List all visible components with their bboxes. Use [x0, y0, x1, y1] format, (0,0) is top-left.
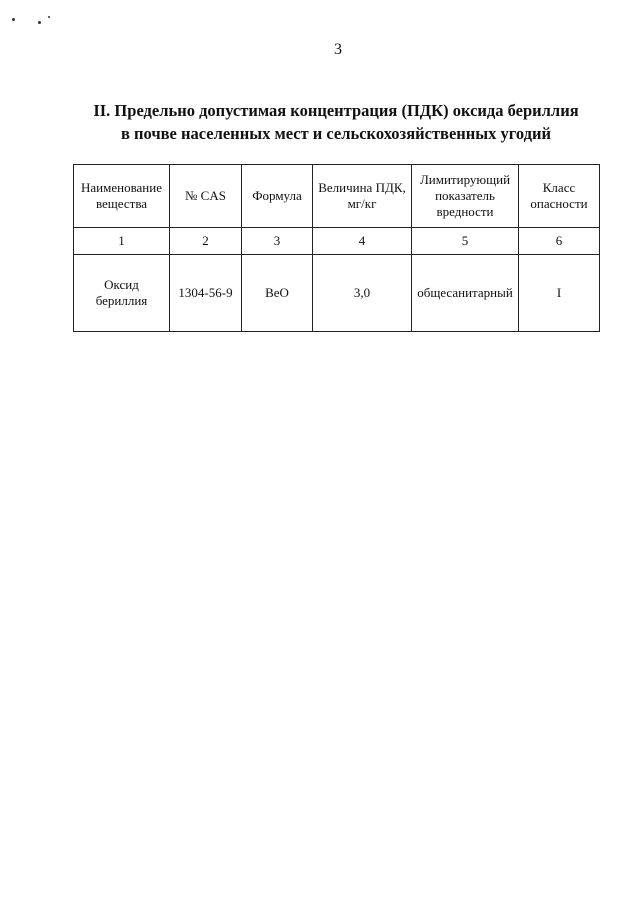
cell-hazard-class: I: [519, 255, 600, 332]
column-number: 6: [519, 228, 600, 255]
scan-speck: [48, 16, 50, 18]
title-line-1: II. Предельно допустимая концентрация (ПДК) оксида бериллия: [93, 101, 579, 120]
scan-speck: [12, 18, 15, 21]
header-substance-name: Наименование вещества: [74, 165, 170, 228]
page-number: 3: [334, 41, 342, 58]
cell-limiting-indicator: общесанитарный: [412, 255, 519, 332]
title-line-2: в почве населенных мест и сельскохозяйственных угодий: [120, 124, 552, 143]
header-hazard-class: Класс опасности: [519, 165, 600, 228]
cell-substance-name: Оксид бериллия: [74, 255, 170, 332]
column-number-row: [74, 228, 600, 255]
page-title: [0, 99, 640, 145]
column-number: 1: [74, 228, 170, 255]
column-number: 5: [412, 228, 519, 255]
header-limiting-indicator: Лимитирующий показатель вредности: [412, 165, 519, 228]
header-pdk-value: Величина ПДК, мг/кг: [313, 165, 412, 228]
header-formula: Формула: [242, 165, 313, 228]
header-cas-number: № CAS: [170, 165, 242, 228]
table-row: [74, 255, 600, 332]
table-header-row: [74, 165, 600, 228]
cell-formula: BeO: [242, 255, 313, 332]
pdk-table: [73, 164, 600, 332]
column-number: 3: [242, 228, 313, 255]
column-number: 2: [170, 228, 242, 255]
cell-cas-number: 1304-56-9: [170, 255, 242, 332]
cell-pdk-value: 3,0: [313, 255, 412, 332]
column-number: 4: [313, 228, 412, 255]
scan-speck: [38, 21, 41, 24]
